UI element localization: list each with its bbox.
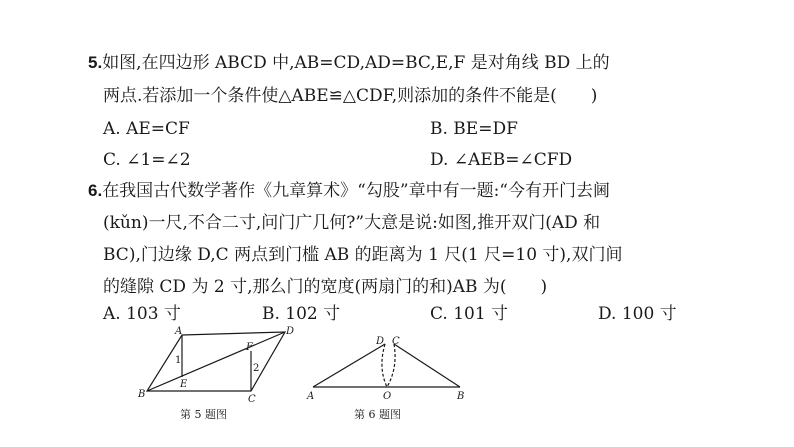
question-6-line-2: (kǔn)一尺,不合二寸,问门广几何?”大意是说:如图,推开双门(AD 和 bbox=[103, 213, 601, 233]
question-6-number: 6. bbox=[88, 181, 103, 200]
figure-5-caption: 第 5 题图 bbox=[180, 408, 227, 421]
question-6-option-b[interactable]: B. 102 寸 bbox=[262, 304, 341, 324]
figure-5-label-angle-1: 1 bbox=[175, 355, 182, 366]
figure-5-label-d: D bbox=[286, 326, 295, 337]
question-6-option-a[interactable]: A. 103 寸 bbox=[103, 304, 181, 324]
figure-6-door-ad bbox=[313, 344, 385, 387]
figure-6-label-b: B bbox=[457, 391, 465, 402]
question-5-line-2: 两点.若添加一个条件使△ABE≌△CDF,则添加的条件不能是( ) bbox=[103, 86, 598, 106]
question-6-line-4: 的缝隙 CD 为 2 寸,那么门的宽度(两扇门的和)AB 为( ) bbox=[103, 277, 548, 297]
question-5-line-1 bbox=[88, 52, 610, 74]
figure-5-label-e: E bbox=[180, 379, 188, 390]
figure-5-label-a: A bbox=[175, 326, 183, 337]
figure-6-label-c: C bbox=[392, 336, 400, 347]
figure-6-label-a: A bbox=[307, 391, 315, 402]
figure-6-door-bc bbox=[394, 344, 460, 387]
question-5-text-1: 如图,在四边形 ABCD 中,AB=CD,AD=BC,E,F 是对角线 BD 上的 bbox=[102, 53, 610, 73]
figure-6-label-o: O bbox=[383, 391, 392, 402]
question-6-line-3: BC),门边缘 D,C 两点到门槛 AB 的距离为 1 尺(1 尺=10 寸),双门间 bbox=[103, 245, 623, 265]
figure-6-label-d: D bbox=[376, 336, 385, 347]
figure-6-diagram bbox=[305, 330, 475, 402]
question-5-option-a[interactable]: A. AE=CF bbox=[103, 119, 190, 139]
figure-5-label-c: C bbox=[248, 394, 256, 405]
figure-5-label-angle-2: 2 bbox=[253, 363, 260, 374]
question-5-option-b[interactable]: B. BE=DF bbox=[430, 119, 518, 139]
figure-5-label-f: F bbox=[246, 342, 253, 353]
question-5-number: 5. bbox=[88, 53, 103, 72]
question-6-line-1 bbox=[88, 180, 610, 202]
question-6-option-d[interactable]: D. 100 寸 bbox=[598, 304, 677, 324]
question-6-option-c[interactable]: C. 101 寸 bbox=[430, 304, 509, 324]
figure-5-diagonal-bd bbox=[147, 332, 285, 391]
figure-6-caption: 第 6 题图 bbox=[354, 408, 401, 421]
figure-5-diagram bbox=[135, 325, 305, 405]
figure-5-label-b: B bbox=[138, 389, 146, 400]
figure-6-arc-left bbox=[382, 344, 387, 387]
question-5-option-d[interactable]: D. ∠AEB=∠CFD bbox=[430, 150, 573, 170]
question-6-text-1: 在我国古代数学著作《九章算术》“勾股”章中有一题:“今有开门去阃 bbox=[102, 181, 610, 201]
figure-6-arc-right bbox=[387, 344, 395, 387]
question-5-option-c[interactable]: C. ∠1=∠2 bbox=[103, 150, 191, 170]
